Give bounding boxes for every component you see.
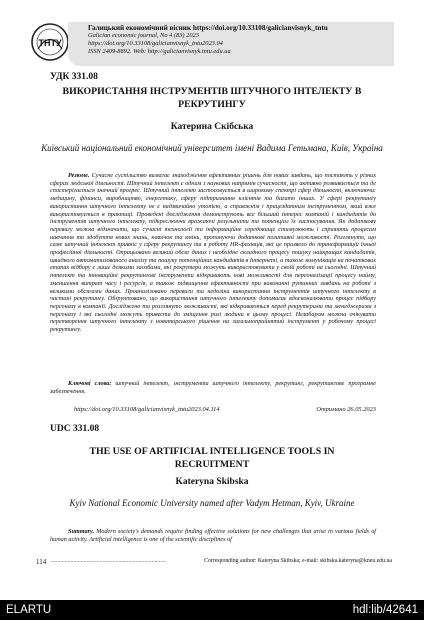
summary-lead: Summary. xyxy=(68,528,95,535)
keywords-lead: Ключові слова: xyxy=(68,380,112,387)
footer-dots: ................................................................................ xyxy=(50,558,167,564)
abstract-text: Сучасне суспільство вимагає знаходження ефективних рішень для нових завдань, що постають у різних сферах людської діяльності. Штучний інтелект є одним з наукових напрямів сучасності, що активно розвивається та де спостерігається значний прогрес. Штучний інтелект застосовується в широкому спектрі сфер діяльності, включаючи: медицину, фінанси, виробництво, енергетику, сферу підтримання клієнтів та багато інших. У сфері рекрутингу використання штучного інтелекту не є надзвичайно утопією, а справжнім і працездатним інструментом, який вже використовується в практиці. Проведені дослідження демонструють все більший інтерес компаній і кандидатів до інструментів штучного інтелекту, підкреслюючи вражаючі результати та потенціал їх застосування. Як додаткову перевагу можна відзначити, що сучасні технології та інформаційне середовище стимулюють і сприяють процесам навчання та здобуття нових знань, навичок та вмінь, пропонуючи додаткові позитивні можливості. Розглянуто, що саме штучний інтелект привніс у сферу рекрутингу та в роботу HR-фахівців, які це призвело до трансформацій їхньої професійної діяльності. Опрацьовано великий обсяг даних і необхідне складного процесу пошуку найкращих кандидатів, швидкого автоматизованого аналізу та пошуку потенційних кандидатів в Інтернеті, а також комунікація на початкових етапах відбору є лише деякими засобами, які рекрутери можуть використовувати у своїй роботі на сьогодні. Штучний інтелект та інноваційні рекрутингові інструменти відкривають нові можливості для персоналізації процесу найму, зменшення витрат часу і ресурсів, а також підвищення ефективності при виконанні рутинних завдань на роботі з великими обсягами даних. Проаналізовано переваги та недоліки використання інструментів штучного інтелекту в частині рекрутингу. Обґрунтовано, що використання штучного інтелекту допомагає вдосконалювати процес підбору персоналу в компанії. Досліджено та розглянуто можливості, які відкриваються перед рекрутерами та менеджерами з персоналу і які сьогодні можуть привести до зміщення ролі людини в цьому процесі. Незабаром можна очікувати перетворення штучного інтелекту з новаторського рішення на загальноприйнятий інструмент у робочому процесі рекрутингу. xyxy=(50,172,377,334)
author-ua: Катерина Скібська xyxy=(170,122,254,132)
abstract-ua xyxy=(50,172,376,334)
article-doi[interactable]: https://doi.org/10.33108/galicianvisnyk_tntu2023.04.114 xyxy=(74,406,220,413)
keywords-ua xyxy=(50,380,376,395)
tntu-logo-icon xyxy=(30,22,70,62)
udc-en: UDC 331.08 xyxy=(50,424,100,434)
affiliation-en: Kyiv National Economic University named after Vadym Hetman, Kyiv, Ukraine xyxy=(69,498,355,508)
author-en: Kateryna Skibska xyxy=(175,477,249,487)
abstract-lead: Резюме. xyxy=(68,172,90,179)
received-date: Отримано 26.05.2023 xyxy=(316,406,376,413)
logo-text: ТНТУ xyxy=(38,38,62,48)
doi-line xyxy=(74,406,376,413)
title-en: THE USE OF ARTIFICIAL INTELLIGENCE TOOLS IN RECRUITMENT xyxy=(89,446,335,470)
handle-id[interactable]: hdl:lib/42641 xyxy=(352,604,418,616)
journal-issn: ISSN 2409-8892. Web: http://galicianvisnyk.tntu.edu.ua xyxy=(88,48,231,56)
corresponding-author: Corresponding author: Kateryna Skibska; e-mail: skibska.kateryna@kneu.edu.ua xyxy=(204,558,392,564)
udc-ua: УДК 331.08 xyxy=(50,72,98,82)
affiliation-ua: Київський національний економічний університет імені Вадима Гетьмана, Київ, Україна xyxy=(41,143,383,153)
repository-bar xyxy=(0,600,424,620)
journal-logo xyxy=(30,22,70,62)
keywords-text: штучний інтелект, інструменти штучного інтелекту, рекрутинг, рекрутингове програмне забезпечення. xyxy=(50,380,377,395)
journal-title-ua: Галицький економічний вісник https://doi.org/10.33108/galicianvisnyk_tntu xyxy=(88,24,328,32)
journal-title-en: Galician economic journal, No 4 (83) 2023 xyxy=(88,32,199,40)
summary-en xyxy=(50,528,376,543)
journal-info-box xyxy=(68,22,394,66)
summary-text: Modern society's demands require finding effective solutions for new challenges that arise in various fields of human activity. Artificial intelligence is one of the scientific disciplines of xyxy=(50,528,377,543)
page-footer xyxy=(36,558,392,566)
page-number: 114 xyxy=(36,558,47,566)
title-ua: ВИКОРИСТАННЯ ІНСТРУМЕНТІВ ШТУЧНОГО ІНТЕЛЕКТУ В РЕКРУТИНГУ xyxy=(62,86,362,110)
journal-doi: https://doi.org/10.33108/galicianvisnyk_tntu2023.04 xyxy=(88,40,223,48)
journal-header xyxy=(30,22,394,66)
repository-name: ELARTU xyxy=(6,604,52,616)
